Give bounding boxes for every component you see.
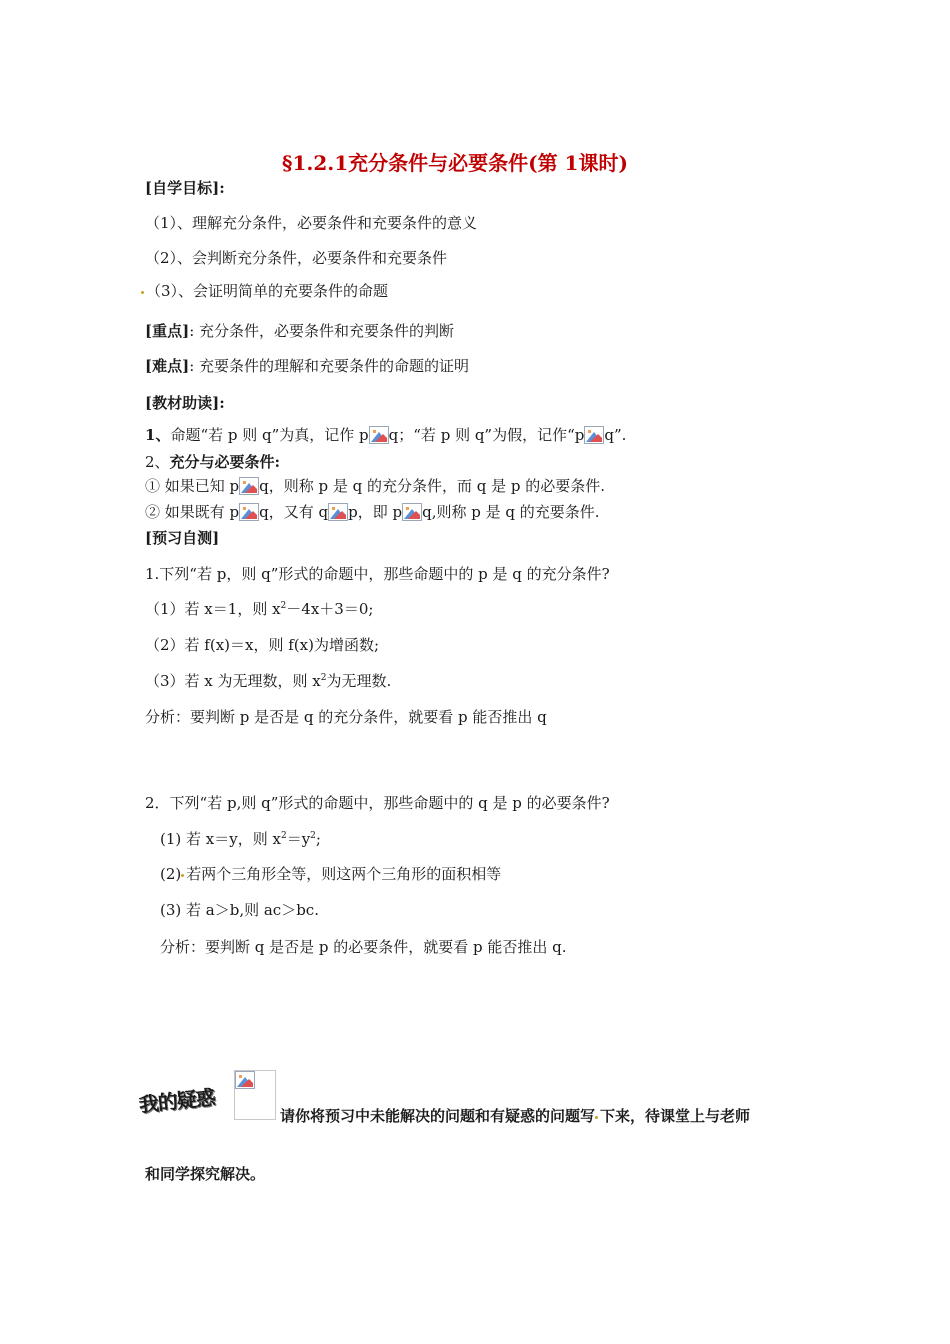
q1-1-sup: 2: [280, 601, 287, 611]
broken-image-icon: [239, 477, 259, 495]
q2-1-c: ;: [315, 830, 321, 848]
q2-2-b: 若两个三角形全等，则这两个三角形的面积相等: [186, 865, 502, 883]
reading-l4-b: q，又有 q: [259, 503, 329, 521]
doubts-instruction-line-2: 和同学探究解决。: [145, 1165, 266, 1183]
broken-image-icon: [328, 503, 348, 521]
key-point-text: : 充分条件，必要条件和充要条件的判断: [189, 322, 455, 340]
question-2-item-3: (3) 若 a＞b,则 ac＞bc.: [160, 901, 319, 919]
question-2-item-2: [160, 864, 501, 884]
reading-l1-b: q；“若 p 则 q”为假，记作“p: [388, 426, 585, 444]
question-1-item-3: [145, 671, 391, 691]
q2-1-sup2: 2: [310, 831, 316, 841]
q1-3-sup: 2: [320, 673, 327, 683]
reading-num-1: 1、: [145, 426, 171, 444]
goals-heading: [自学目标]:: [145, 179, 225, 197]
goal-item-3: [141, 281, 388, 301]
broken-image-icon: [584, 426, 604, 444]
q1-3-a: （3）若 x 为无理数，则 x: [145, 672, 321, 690]
reading-l4-c: p，即 p: [348, 503, 403, 521]
question-2-analysis: 分析：要判断 q 是否是 p 的必要条件，就要看 p 能否推出 q.: [160, 938, 567, 956]
q2-2-a: (2): [160, 865, 182, 883]
q1-1-a: （1）若 x＝1，则 x: [145, 600, 281, 618]
q1-1-b: －4x＋3＝0;: [286, 600, 374, 618]
reading-l1-c: q”.: [604, 426, 627, 444]
reading-line-3: [145, 476, 605, 496]
key-point-label: [重点]: [145, 322, 190, 340]
question-2-item-1: [160, 829, 321, 849]
key-point: [145, 321, 454, 341]
difficulty-point: [145, 356, 469, 376]
reading-l3-a: ① 如果已知 p: [145, 477, 240, 495]
question-1-item-1: [145, 599, 373, 619]
reading-l4-d: q,则称 p 是 q 的充要条件.: [422, 503, 600, 521]
image-placeholder: [234, 1070, 276, 1120]
difficulty-label: [难点]: [145, 357, 190, 375]
reading-l2-text: 充分与必要条件:: [169, 453, 281, 471]
page-title: §1.2.1充分条件与必要条件(第 1课时): [282, 151, 628, 175]
broken-image-icon: [402, 503, 422, 521]
broken-image-icon: [239, 503, 259, 521]
doubts-instruction-line-1: [280, 1106, 750, 1126]
broken-image-icon: [235, 1071, 255, 1089]
reading-num-2: 2、: [145, 453, 170, 471]
question-1-analysis: 分析：要判断 p 是否是 q 的充分条件，就要看 p 能否推出 q: [145, 708, 547, 726]
reading-line-4: [145, 502, 600, 522]
reading-line-1: [145, 425, 626, 445]
q1-3-b: 为无理数.: [326, 672, 392, 690]
reading-line-2: [145, 452, 280, 472]
reading-l3-b: q，则称 p 是 q 的充分条件，而 q 是 p 的必要条件.: [259, 477, 606, 495]
goal-item-2: （2）、会判断充分条件，必要条件和充要条件: [145, 249, 448, 267]
q2-1-b: ＝y: [286, 830, 311, 848]
reading-heading: [教材助读]:: [145, 394, 225, 412]
question-1-item-2: （2）若 f(x)＝x，则 f(x)为增函数;: [145, 636, 380, 654]
doubts-wordart: 我的疑惑: [137, 1085, 216, 1117]
goal-item-1: （1）、理解充分条件，必要条件和充要条件的意义: [145, 214, 478, 232]
question-1: 1.下列“若 p，则 q”形式的命题中，那些命题中的 p 是 q 的充分条件?: [145, 565, 610, 583]
q2-1-sup1: 2: [280, 831, 287, 841]
q2-1-a: (1) 若 x＝y，则 x: [160, 830, 281, 848]
difficulty-text: : 充要条件的理解和充要条件的命题的证明: [189, 357, 470, 375]
doubts-line1-b: 下来，待课堂上与老师: [600, 1107, 751, 1125]
pretest-heading: [预习自测]: [145, 529, 220, 547]
broken-image-icon: [369, 426, 389, 444]
marker-dot: [181, 874, 184, 877]
reading-l1-a: 命题“若 p 则 q”为真，记作 p: [170, 426, 369, 444]
doubts-line1-a: 请你将预习中未能解决的问题和有疑惑的问题写: [280, 1107, 596, 1125]
marker-dot: [141, 291, 144, 294]
question-2: 2．下列“若 p,则 q”形式的命题中，那些命题中的 q 是 p 的必要条件?: [145, 794, 610, 812]
goal-item-3-text: （3）、会证明简单的充要条件的命题: [146, 282, 389, 300]
marker-dot: [595, 1116, 598, 1119]
reading-l4-a: ② 如果既有 p: [145, 503, 240, 521]
